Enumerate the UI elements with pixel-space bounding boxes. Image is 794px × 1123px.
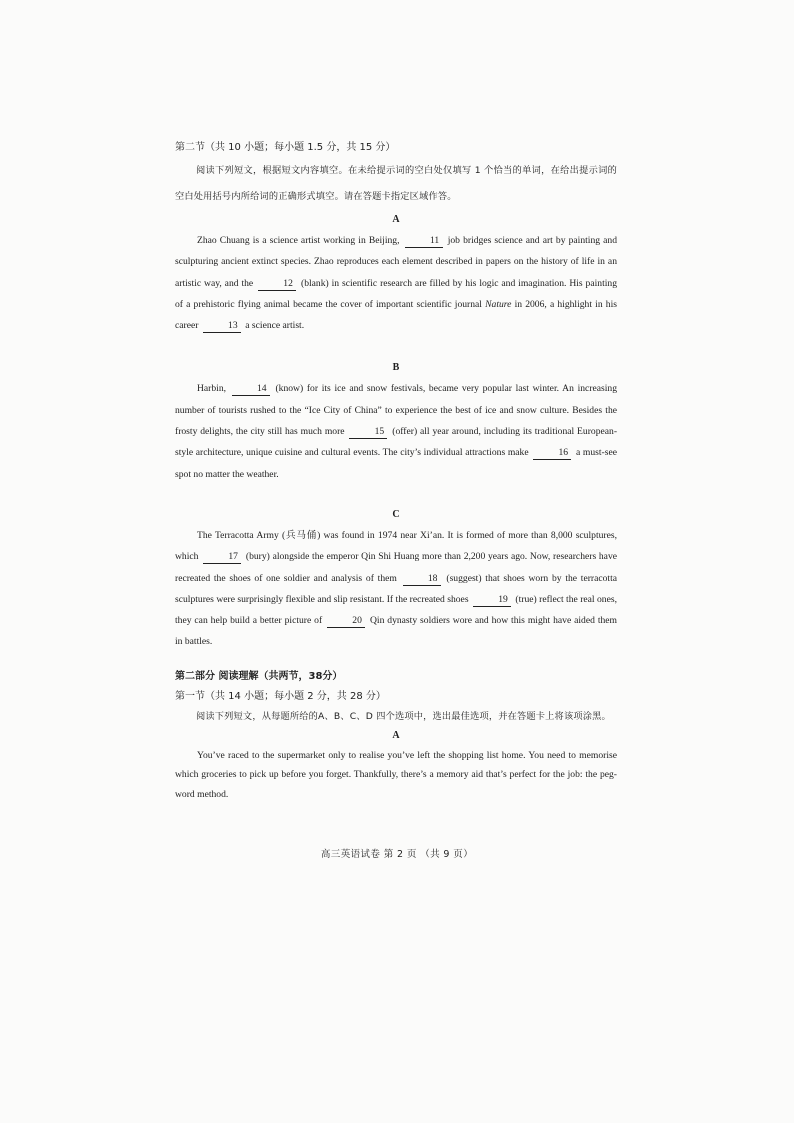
passage-c-text-2: (bury) alongside the emperor Qin Shi Huang more than 2,200 years ago. Now, researchers have recreated the shoes of one soldier and analysis of them [175, 551, 617, 584]
journal-name: Nature [485, 298, 512, 310]
passage-a-text-3: (blank) in scientific research are filled by his logic and imagination. His painting of a prehistoric flying animal became the cover of important scientific journal [175, 277, 617, 310]
passage-c-text-3: (suggest) that shoes worn by the terracotta sculptures were surprisingly flexible and slip resistant. If the recreated shoes [175, 572, 618, 605]
blank-16: 16 [533, 447, 571, 460]
passage-b-text-1: Harbin, [197, 383, 227, 395]
passage-b-text-4: a must-see spot no matter the weather. [175, 447, 617, 480]
passage-a-text-1: Zhao Chuang is a science artist working in Beijing, [197, 235, 400, 246]
passage-a-text-2: job bridges science and art by painting and sculpturing ancient extinct species. Zhao reproduces each element described in papers on the history of life in an artistic way, and the [175, 235, 617, 289]
passage-a-label: A [392, 214, 400, 225]
blank-17: 17 [203, 551, 241, 564]
page-footer: 高三英语试卷 第 2 页 （共 9 页） [320, 849, 474, 860]
blank-19: 19 [473, 594, 511, 607]
blank-20: 20 [327, 615, 365, 628]
passage-b-text-3: (offer) all year around, including its traditional European-style architecture, unique cuisine and cultural events. The city’s individual attractions make [175, 426, 618, 459]
passage-c-text-1: The Terracotta Army (兵马俑) was found in 1974 near Xi’an. It is formed of more than 8,000 sculptures, which [175, 529, 617, 563]
part-2-instructions: 阅读下列短文，从每题所给的A、B、C、D 四个选项中，选出最佳选项，并在答题卡上将该项涂黑。 [196, 710, 611, 722]
blank-11: 11 [405, 235, 443, 248]
passage-b-label: B [392, 362, 400, 374]
page-content [175, 138, 617, 804]
blank-14: 14 [232, 383, 270, 396]
blank-15: 15 [349, 426, 387, 439]
part-2-title: 第二部分 阅读理解（共两节，38分） [175, 670, 343, 682]
passage-a-text [175, 230, 617, 336]
passage-c-text [175, 525, 617, 653]
passage-a-text-5: a science artist. [245, 320, 305, 332]
passage-c-text-5: Qin dynasty soldiers wore and how this might have aided them in battles. [175, 615, 617, 648]
reading-a-text: You’ve raced to the supermarket only to realise you’ve left the shopping list home. You need to memorise which groceries to pick up before you forget. Thankfully, there’s a memory aid that’s perfect for the job: the peg-word method. [175, 749, 617, 800]
part-2-section-1-title: 第一节（共 14 小题；每小题 2 分，共 28 分） [175, 690, 386, 702]
passage-a-text-4: in 2006, a highlight in his career [175, 298, 617, 332]
passage-b-text-2: (know) for its ice and snow festivals, became very popular last winter. An increasing number of tourists rushed to the “Ice City of China” to experience the best of ice and snow culture. Besides the frosty delights, the city still has much more [175, 383, 618, 438]
section-2-title: 第二节（共 10 小题；每小题 1.5 分，共 15 分） [175, 142, 396, 153]
passage-c-label: C [392, 508, 400, 520]
passage-b-text [175, 378, 617, 484]
blank-18: 18 [403, 573, 441, 586]
passage-c-text-4: (true) reflect the real ones, they can help build a better picture of [175, 593, 617, 627]
blank-13: 13 [203, 320, 241, 333]
blank-12: 12 [258, 278, 296, 291]
section-2-instructions: 阅读下列短文，根据短文内容填空。在未给提示词的空白处仅填写 1 个恰当的单词，在给出提示词的空白处用括号内所给词的正确形式填空。请在答题卡指定区域作答。 [175, 165, 617, 202]
reading-a-label: A [392, 729, 400, 741]
